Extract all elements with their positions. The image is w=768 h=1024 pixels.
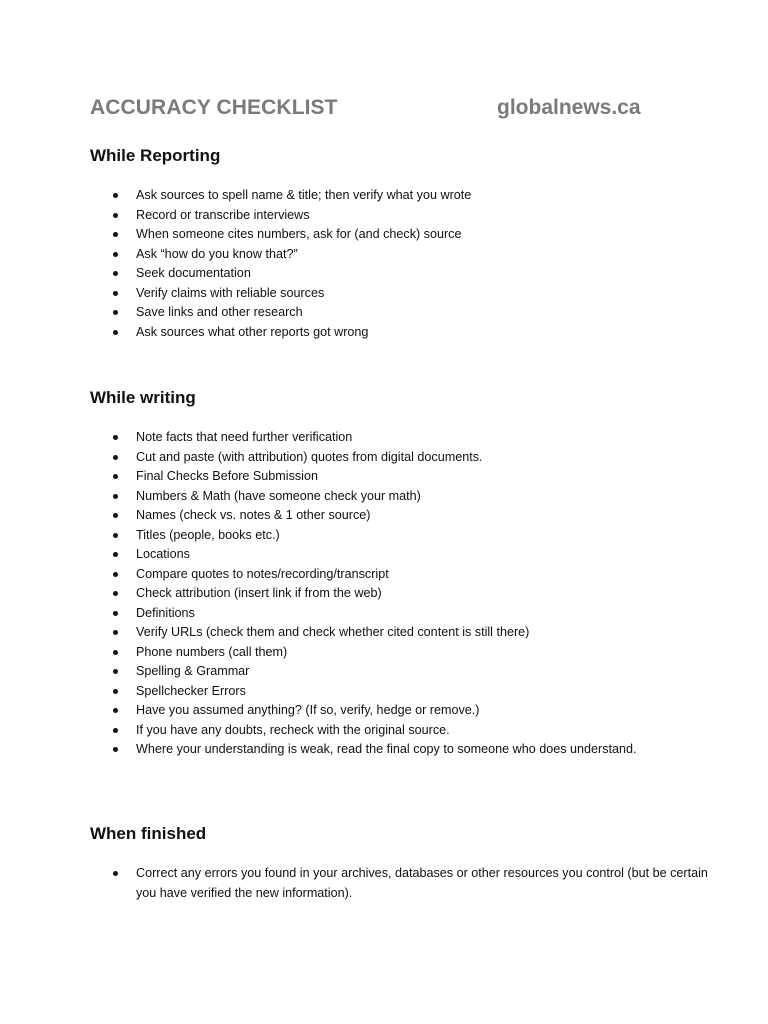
bullet-icon [113,871,118,876]
list-item-text: Compare quotes to notes/recording/transcript [136,566,389,581]
list-item [90,323,710,343]
list-item-text: If you have any doubts, recheck with the original source. [136,722,450,737]
bullet-icon [113,650,118,655]
list-item [90,467,710,487]
list-item-text: Locations [136,547,190,561]
list-item [90,740,710,760]
list-item [90,545,710,565]
list-item [90,448,710,468]
bullet-icon [113,533,118,538]
checklist [90,186,710,342]
list-item [90,303,710,323]
bullet-icon [113,572,118,577]
list-item-text: Where your understanding is weak, read the final copy to someone who does understand. [136,742,637,756]
bullet-icon [113,271,118,276]
list-item-text: Check attribution (insert link if from the web) [136,586,382,600]
section-when-finished [90,822,710,903]
list-item-text: Spellchecker Errors [136,683,246,698]
bullet-icon [113,435,118,440]
list-item [90,662,710,682]
list-item-text: Seek documentation [136,266,251,280]
list-item-text: Spelling & Grammar [136,664,250,678]
bullet-icon [113,552,118,557]
list-item-text: Verify claims with reliable sources [136,285,325,300]
list-item [90,701,710,721]
title-row [90,96,650,126]
bullet-icon [113,494,118,499]
list-item-text: Verify URLs (check them and check whether cited content is still there) [136,625,530,639]
section-heading: While writing [90,388,196,407]
bullet-icon [113,611,118,616]
list-item-text: Definitions [136,605,195,620]
list-item-text: Cut and paste (with attribution) quotes from digital documents. [136,449,483,464]
bullet-icon [113,591,118,596]
list-item [90,225,710,245]
list-item-text: Ask sources what other reports got wrong [136,324,369,339]
list-item [90,623,710,643]
list-item [90,506,710,526]
document-source: globalnews.ca [497,96,641,119]
bullet-icon [113,747,118,752]
list-item [90,584,710,604]
list-item-text: Save links and other research [136,305,303,319]
section-while-writing [90,386,710,760]
list-item [90,487,710,507]
list-item [90,284,710,304]
list-item [90,186,710,206]
bullet-icon [113,728,118,733]
bullet-icon [113,513,118,518]
list-item-text: Ask sources to spell name & title; then verify what you wrote [136,188,472,202]
list-item-text: Phone numbers (call them) [136,644,288,659]
list-item [90,682,710,702]
list-item [90,643,710,663]
bullet-icon [113,669,118,674]
list-item [90,245,710,265]
bullet-icon [113,455,118,460]
list-item [90,526,710,546]
list-item [90,864,710,903]
bullet-icon [113,232,118,237]
list-item-text: Record or transcribe interviews [136,207,310,222]
list-item-text: Note facts that need further verification [136,430,353,444]
document-title: ACCURACY CHECKLIST [90,96,338,119]
list-item [90,721,710,741]
list-item-text: Correct any errors you found in your archives, databases or other resources you control (but be certain you have verified the new information). [136,866,708,900]
bullet-icon [113,193,118,198]
section-heading: When finished [90,824,207,843]
bullet-icon [113,689,118,694]
bullet-icon [113,630,118,635]
list-item-text: When someone cites numbers, ask for (and check) source [136,227,462,241]
list-item-text: Numbers & Math (have someone check your math) [136,488,421,503]
checklist [90,428,710,760]
section-while-reporting [90,144,710,342]
bullet-icon [113,330,118,335]
list-item-text: Final Checks Before Submission [136,469,318,483]
list-item-text: Titles (people, books etc.) [136,527,280,542]
list-item-text: Ask “how do you know that?” [136,246,298,261]
bullet-icon [113,291,118,296]
list-item [90,565,710,585]
bullet-icon [113,310,118,315]
bullet-icon [113,708,118,713]
bullet-icon [113,213,118,218]
section-heading: While Reporting [90,146,221,165]
list-item-text: Names (check vs. notes & 1 other source) [136,508,371,522]
bullet-icon [113,474,118,479]
list-item [90,604,710,624]
bullet-icon [113,252,118,257]
list-item [90,206,710,226]
list-item [90,428,710,448]
list-item-text: Have you assumed anything? (If so, verify, hedge or remove.) [136,703,480,717]
list-item [90,264,710,284]
checklist [90,864,710,903]
